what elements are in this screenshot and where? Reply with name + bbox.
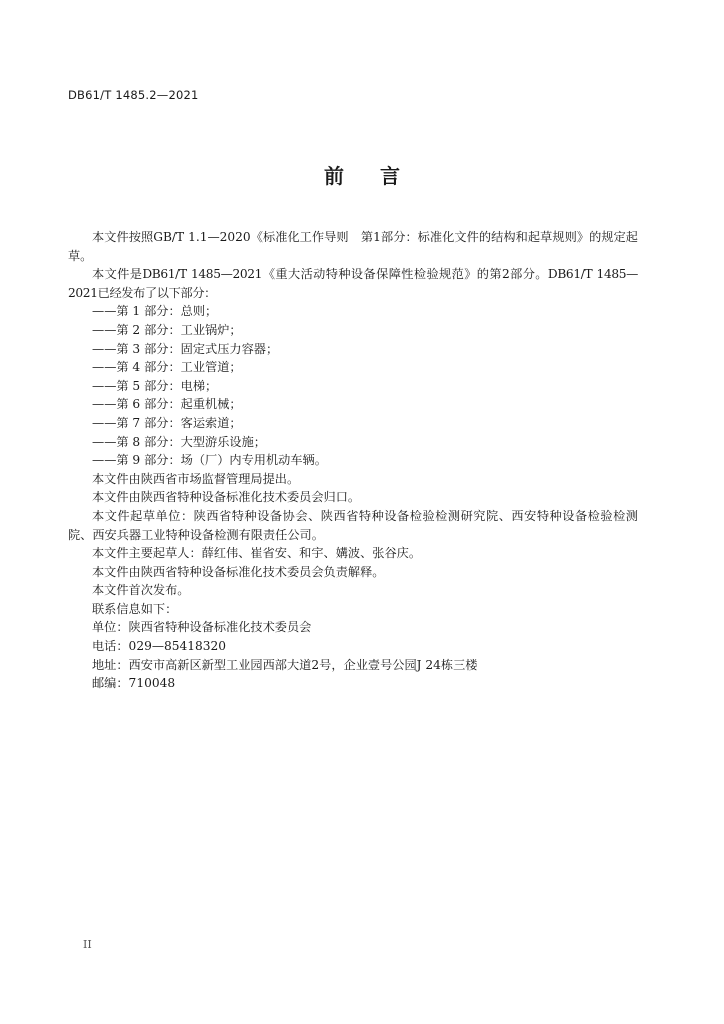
contact-unit: 单位：陕西省特种设备标准化技术委员会 bbox=[92, 620, 312, 635]
contact-phone: 电话：029—85418320 bbox=[92, 639, 227, 654]
paragraph-series-info: 本文件是DB61/T 1485—2021《重大活动特种设备保障性检验规范》的第2部分。DB61/T 1485—2021已经发布了以下部分： bbox=[68, 267, 638, 300]
list-item: ——第 2 部分：工业锅炉； bbox=[92, 322, 242, 337]
foreword-body bbox=[68, 228, 638, 693]
list-item: ——第 5 部分：电梯； bbox=[92, 378, 218, 393]
contact-address: 地址：西安市高新区新型工业园西部大道2号，企业壹号公园J 24栋三楼 bbox=[92, 657, 478, 672]
contact-postcode: 邮编：710048 bbox=[92, 676, 176, 691]
list-item: ——第 7 部分：客运索道； bbox=[92, 415, 242, 430]
document-code: DB61/T 1485.2—2021 bbox=[68, 88, 199, 102]
list-item: ——第 4 部分：工业管道； bbox=[92, 360, 242, 375]
parts-list bbox=[68, 302, 638, 469]
paragraph-interpretation: 本文件由陕西省特种设备标准化技术委员会负责解释。 bbox=[92, 564, 385, 579]
paragraph-administrator: 本文件由陕西省特种设备标准化技术委员会归口。 bbox=[92, 490, 361, 505]
list-item: ——第 6 部分：起重机械； bbox=[92, 397, 242, 412]
paragraph-proposer: 本文件由陕西省市场监督管理局提出。 bbox=[92, 471, 300, 486]
paragraph-contact-heading: 联系信息如下： bbox=[92, 601, 178, 616]
list-item: ——第 9 部分：场（厂）内专用机动车辆。 bbox=[92, 453, 327, 468]
page-title: 前言 bbox=[324, 164, 436, 188]
paragraph-drafting-rules: 本文件按照GB/T 1.1—2020《标准化工作导则 第1部分：标准化文件的结构和起草规则》的规定起草。 bbox=[68, 230, 638, 263]
paragraph-first-release: 本文件首次发布。 bbox=[92, 583, 190, 598]
list-item: ——第 3 部分：固定式压力容器； bbox=[92, 341, 279, 356]
paragraph-drafting-units: 本文件起草单位：陕西省特种设备协会、陕西省特种设备检验检测研究院、西安特种设备检验检测院、西安兵器工业特种设备检测有限责任公司。 bbox=[68, 508, 638, 542]
page-number: II bbox=[83, 938, 92, 951]
list-item: ——第 1 部分：总则； bbox=[92, 304, 218, 319]
list-item: ——第 8 部分：大型游乐设施； bbox=[92, 434, 266, 449]
paragraph-drafters: 本文件主要起草人：薛红伟、崔省安、和宇、媾波、张谷庆。 bbox=[92, 546, 422, 561]
